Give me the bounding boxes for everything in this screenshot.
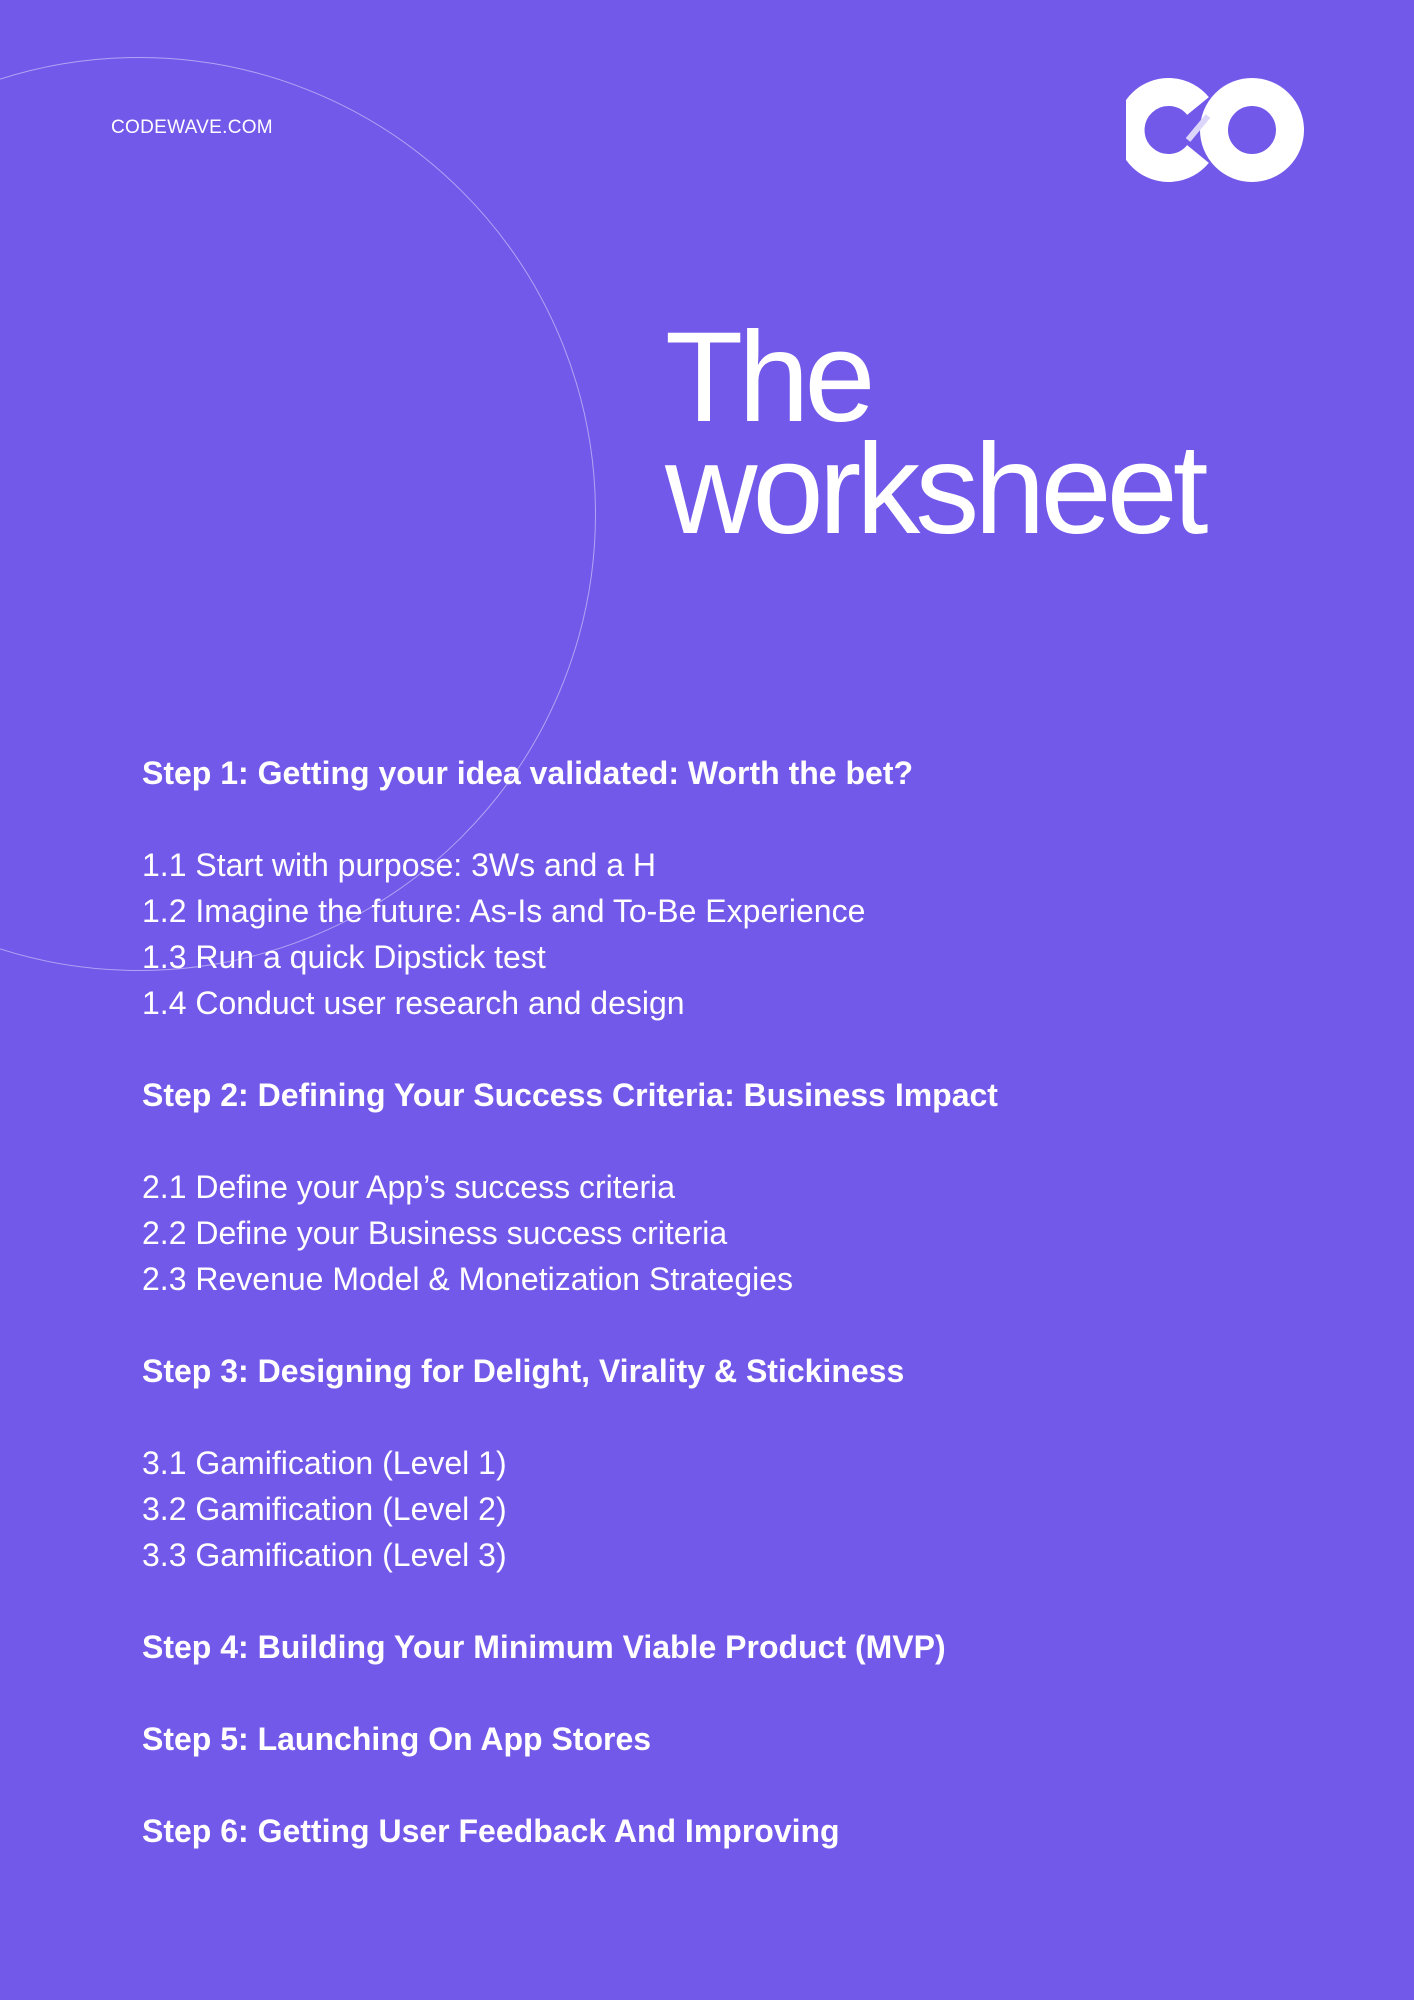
step-item: 3.3 Gamification (Level 3) bbox=[142, 1537, 507, 1573]
step-items bbox=[142, 842, 1292, 1026]
step-item: 1.1 Start with purpose: 3Ws and a H bbox=[142, 847, 657, 883]
step-items bbox=[142, 1440, 1292, 1578]
step-heading: Step 3: Designing for Delight, Virality & Stickiness bbox=[142, 1353, 905, 1389]
step-heading: Step 1: Getting your idea validated: Worth the bet? bbox=[142, 755, 914, 791]
title-line-1: The bbox=[665, 306, 871, 449]
step-item: 1.4 Conduct user research and design bbox=[142, 985, 685, 1021]
step-item: 2.1 Define your App’s success criteria bbox=[142, 1169, 675, 1205]
step-2 bbox=[142, 1072, 1292, 1302]
step-item: 2.3 Revenue Model & Monetization Strategies bbox=[142, 1261, 794, 1297]
step-6 bbox=[142, 1808, 1292, 1854]
step-item: 3.1 Gamification (Level 1) bbox=[142, 1445, 507, 1481]
step-items bbox=[142, 1164, 1292, 1302]
step-item: 1.3 Run a quick Dipstick test bbox=[142, 939, 546, 975]
site-url[interactable]: CODEWAVE.COM bbox=[111, 117, 273, 138]
step-1 bbox=[142, 750, 1292, 1026]
step-item: 2.2 Define your Business success criteria bbox=[142, 1215, 728, 1251]
steps-list bbox=[142, 750, 1292, 1900]
step-heading: Step 2: Defining Your Success Criteria: Business Impact bbox=[142, 1077, 998, 1113]
title-line-2: worksheet bbox=[665, 418, 1204, 561]
step-heading: Step 4: Building Your Minimum Viable Product (MVP) bbox=[142, 1629, 946, 1665]
step-heading: Step 6: Getting User Feedback And Improving bbox=[142, 1813, 840, 1849]
page-title bbox=[665, 306, 1204, 561]
step-5 bbox=[142, 1716, 1292, 1762]
step-3 bbox=[142, 1348, 1292, 1578]
step-item: 3.2 Gamification (Level 2) bbox=[142, 1491, 507, 1527]
step-heading: Step 5: Launching On App Stores bbox=[142, 1721, 652, 1757]
codewave-logo-icon bbox=[1126, 78, 1304, 182]
step-4 bbox=[142, 1624, 1292, 1670]
step-item: 1.2 Imagine the future: As-Is and To-Be Experience bbox=[142, 893, 866, 929]
